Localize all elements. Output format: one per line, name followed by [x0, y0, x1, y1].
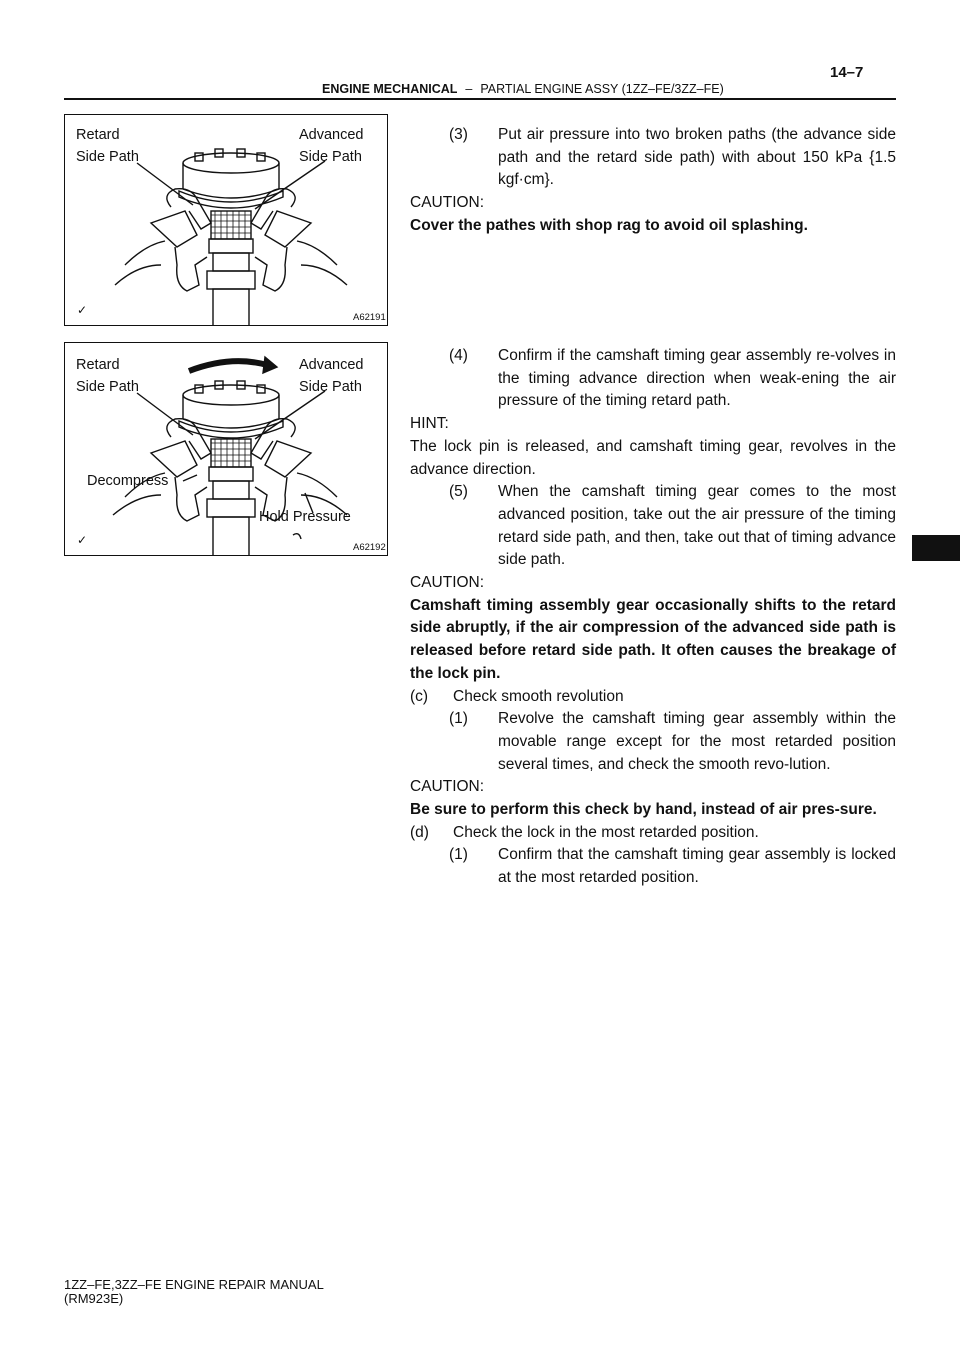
step-text: Confirm that the camshaft timing gear assembly is locked at the most retarded position.: [498, 846, 896, 887]
figure-camshaft-gear-advance: [64, 342, 388, 556]
step-d: [410, 822, 896, 845]
step-3: [410, 124, 896, 192]
label-advanced-side-path: Side Path: [299, 379, 362, 395]
caution-text: Camshaft timing assembly gear occasionally shifts to the retard side abruptly, if the air compression of the advanced side path is released before retard side path. It often causes the breakage of the lock pin.: [410, 596, 896, 682]
label-retard: Retard: [76, 127, 120, 143]
step-text: Check smooth revolution: [453, 687, 624, 705]
step-number: (4): [449, 347, 468, 364]
label-retard: Retard: [76, 357, 120, 373]
instruction-block-1: [410, 124, 896, 238]
caution-label: CAUTION:: [410, 778, 485, 796]
label-retard-side-path: Side Path: [76, 379, 139, 395]
hint-text: The lock pin is released, and camshaft timing gear, revolves in the advance direction.: [410, 437, 896, 478]
label-retard-side-path: Side Path: [76, 149, 139, 165]
step-text: When the camshaft timing gear comes to the most advanced position, take out the air pressure of the timing retard side path, and then, take out that of timing advance side path.: [498, 483, 896, 569]
section-title: ENGINE MECHANICAL: [322, 82, 458, 96]
instruction-block-2: [410, 345, 896, 890]
step-c-1: [410, 708, 896, 776]
manual-title: 1ZZ–FE,3ZZ–FE ENGINE REPAIR MANUAL: [64, 1277, 324, 1292]
label-decompress: Decompress: [87, 473, 169, 489]
caution-text: Be sure to perform this check by hand, instead of air pres-sure.: [410, 801, 877, 819]
figure-code: A62191: [353, 312, 386, 323]
step-text: Put air pressure into two broken paths (the advance side path and the retard side path) with about 150 kPa {1.5 kgf·cm}.: [498, 126, 896, 189]
header-rule: [64, 98, 896, 100]
step-number: (3): [449, 126, 468, 143]
section-tab-marker: [912, 535, 960, 561]
step-4: [410, 345, 896, 413]
label-hold-pressure: Hold Pressure: [259, 509, 351, 525]
label-advanced: Advanced: [299, 357, 364, 373]
step-5: [410, 481, 896, 572]
hint-label: HINT:: [410, 415, 449, 433]
page-header: [322, 82, 724, 96]
step-letter: (c): [410, 687, 429, 705]
step-text: Revolve the camshaft timing gear assembly within the movable range except for the most retarded position several times, and check the smooth revo-lution.: [498, 710, 896, 773]
step-number: (1): [449, 710, 468, 728]
header-separator: –: [465, 82, 473, 96]
figure-camshaft-gear-pressure: [64, 114, 388, 326]
figure-mark-icon: ✓: [77, 533, 88, 547]
figure-mark-icon: ✓: [77, 303, 88, 317]
step-c: [410, 686, 896, 709]
step-number: (5): [449, 483, 468, 501]
caution-text: Cover the pathes with shop rag to avoid oil splashing.: [410, 216, 808, 234]
manual-code: (RM923E): [64, 1291, 124, 1306]
section-subtitle: PARTIAL ENGINE ASSY (1ZZ–FE/3ZZ–FE): [480, 82, 724, 96]
step-text: Check the lock in the most retarded position.: [453, 823, 759, 841]
step-number: (1): [449, 846, 468, 864]
label-advanced-side-path: Side Path: [299, 149, 362, 165]
label-advanced: Advanced: [299, 127, 364, 143]
step-d-1: [410, 844, 896, 889]
caution-label: CAUTION:: [410, 194, 485, 212]
caution-label: CAUTION:: [410, 574, 485, 592]
step-text: Confirm if the camshaft timing gear assembly re-volves in the timing advance direction when weak-ening the air pressure of the timing retard path.: [498, 347, 896, 410]
page-number: 14–7: [830, 64, 864, 81]
step-letter: (d): [410, 823, 429, 841]
figure-code: A62192: [353, 542, 386, 553]
